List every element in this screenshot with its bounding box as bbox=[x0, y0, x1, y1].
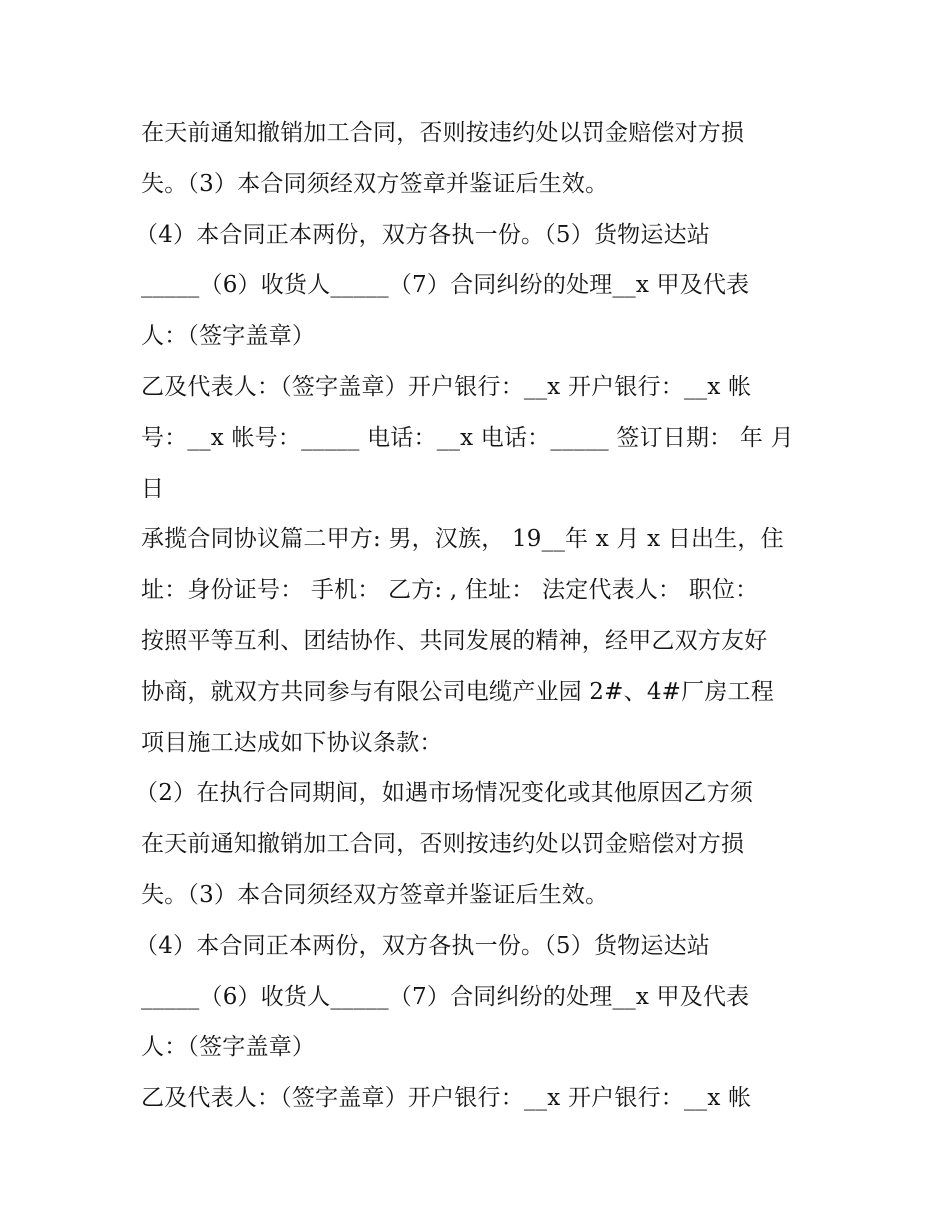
text-line: （4）本合同正本两份，双方各执一份。（5）货物运达站 bbox=[135, 221, 710, 248]
text-line: 人：（签字盖章） bbox=[141, 1034, 316, 1061]
text-line: 号：__x 帐号：_____ 电话：__x 电话：_____ 签订日期： 年 月 bbox=[141, 424, 794, 451]
text-line: 项目施工达成如下协议条款： bbox=[141, 729, 443, 756]
text-line: 人：（签字盖章） bbox=[141, 323, 316, 350]
text-line: 乙及代表人：（签字盖章）开户银行：__x 开户银行：__x 帐 bbox=[141, 373, 752, 400]
text-line: 协商，就双方共同参与有限公司电缆产业园 2#、4#厂房工程 bbox=[141, 678, 774, 705]
text-line: 按照平等互利、团结协作、共同发展的精神，经甲乙双方友好 bbox=[141, 627, 768, 654]
document-body bbox=[135, 108, 821, 1124]
text-line: 失。（3）本合同须经双方签章并鉴证后生效。 bbox=[141, 170, 609, 197]
text-line: 乙及代表人：（签字盖章）开户银行：__x 开户银行：__x 帐 bbox=[141, 1085, 752, 1112]
text-line: 在天前通知撤销加工合同，否则按违约处以罚金赔偿对方损 bbox=[141, 120, 745, 146]
text-line: 在天前通知撤销加工合同，否则按违约处以罚金赔偿对方损 bbox=[141, 831, 745, 858]
text-line: （4）本合同正本两份，双方各执一份。（5）货物运达站 bbox=[135, 932, 710, 959]
text-line: 日 bbox=[141, 475, 165, 502]
text-line: （2）在执行合同期间，如遇市场情况变化或其他原因乙方须 bbox=[135, 780, 754, 807]
text-line: 承揽合同协议篇二甲方: 男，汉族， 19__年 x 月 x 日出生，住 bbox=[141, 526, 784, 553]
text-line: 址：身份证号： 手机： 乙方: , 住址： 法定代表人： 职位： bbox=[141, 577, 759, 604]
text-line: _____（6）收货人_____（7）合同纠纷的处理__x 甲及代表 bbox=[141, 272, 750, 299]
text-line: _____（6）收货人_____（7）合同纠纷的处理__x 甲及代表 bbox=[141, 983, 750, 1010]
text-line: 失。（3）本合同须经双方签章并鉴证后生效。 bbox=[141, 881, 609, 908]
